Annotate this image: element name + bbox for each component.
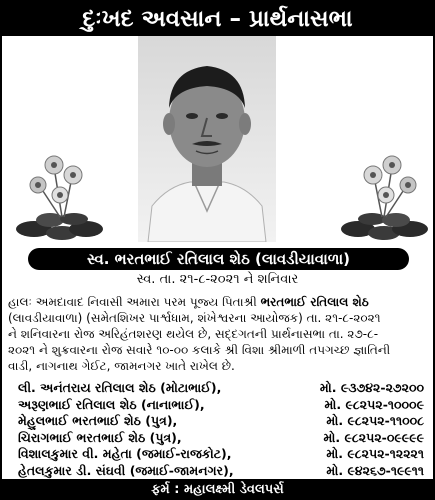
flower-decoration-right bbox=[332, 147, 432, 242]
message-line-5: વાડી, નાગનાથ ગેઈટ, જામનગર ખાતે રાખેલ છે. bbox=[8, 359, 235, 373]
family-member-phone: મો. ૯૮૨૫૨-૧૦૦૦૯ bbox=[324, 396, 424, 412]
deceased-name-banner: સ્વ. ભરતભાઈ રતિલાલ શેઠ (લાવડીયાવાળા) bbox=[28, 248, 409, 270]
family-member-row bbox=[18, 430, 424, 447]
family-member-name: લી. અનંતરાય રતિલાલ શેઠ (મોટાભાઈ), bbox=[18, 380, 222, 395]
family-contact-list bbox=[18, 380, 424, 480]
family-member-phone: મો. ૯૮૨૫૨-૧૧૦૦૮ bbox=[326, 413, 424, 429]
portrait-photo bbox=[138, 36, 276, 242]
family-member-row bbox=[18, 413, 424, 430]
message-line-1 bbox=[8, 294, 428, 310]
family-member-phone: મો. ૯૩૭૪૨-૨૭૨૦૦ bbox=[319, 380, 424, 395]
death-date: સ્વ. તા. ૨૧-૮-૨૦૨૧ ને શનિવાર bbox=[136, 272, 299, 287]
message-line-4: ૨૦૨૧ ને શુક્રવારના રોજ સવારે ૧૦-૦૦ કલાકે શ્રી વિશા શ્રીમાળી તપગચ્છ જ્ઞાતિની bbox=[8, 343, 391, 357]
family-member-name: અરૂણભાઈ રતિલાલ શેઠ (નાનાભાઈ), bbox=[18, 396, 205, 412]
message-line-3: ને શનિવારના રોજ અરિહંતશરણ થયેલ છે, સદ્દગતની પ્રાર્થનાસભા તા. ૨૭-૮- bbox=[8, 327, 379, 341]
family-member-row bbox=[18, 397, 424, 414]
firm-footer: ફર્મ : મહાલક્ષ્મી ડેવલપર્સ bbox=[2, 479, 433, 500]
family-member-phone: મો. ૯૮૨૫૨-૦૯૯૯૯ bbox=[323, 429, 424, 445]
flower-decoration-left bbox=[14, 147, 114, 242]
family-member-row bbox=[18, 446, 424, 463]
family-member-row bbox=[18, 463, 424, 480]
family-member-phone: મો. ૯૪૨૬૭-૧૯૯૧૧ bbox=[326, 462, 424, 478]
message-line-1-text: હાલઃ અમદાવાદ નિવાસી અમારા પરમ પૂજ્ય પિતાશ્રી bbox=[8, 295, 261, 309]
family-member-name: હેતલકુમાર ડી. સંઘવી (જમાઈ-જામનગર), bbox=[18, 462, 234, 478]
message-line-2: (લાવડીયાવાળા) (સમેતશિખર પાર્શ્વધામ, શંખેશ્વરના આયોજક) તા. ૨૧-૮-૨૦૨૧ bbox=[8, 311, 381, 325]
message-father-name: ભરતભાઈ રતિલાલ શેઠ bbox=[260, 295, 369, 309]
portrait-image bbox=[138, 36, 276, 242]
prayer-meeting-message bbox=[8, 294, 428, 374]
family-member-name: વિશાલકુમાર વી. મહેતા (જમાઈ-રાજકોટ), bbox=[18, 446, 232, 462]
notice-title: દુઃખદ અવસાન – પ્રાર્થનાસભા bbox=[2, 2, 433, 36]
family-member-phone: મો. ૯૮૨૫૨-૧૨૨૨૧ bbox=[326, 446, 424, 462]
family-member-name: ચિરાગભાઈ ભરતભાઈ શેઠ (પુત્ર), bbox=[18, 429, 182, 445]
family-member-name: મેહુલભાઈ ભરતભાઈ શેઠ (પુત્ર), bbox=[18, 413, 178, 429]
family-member-row bbox=[18, 380, 424, 397]
